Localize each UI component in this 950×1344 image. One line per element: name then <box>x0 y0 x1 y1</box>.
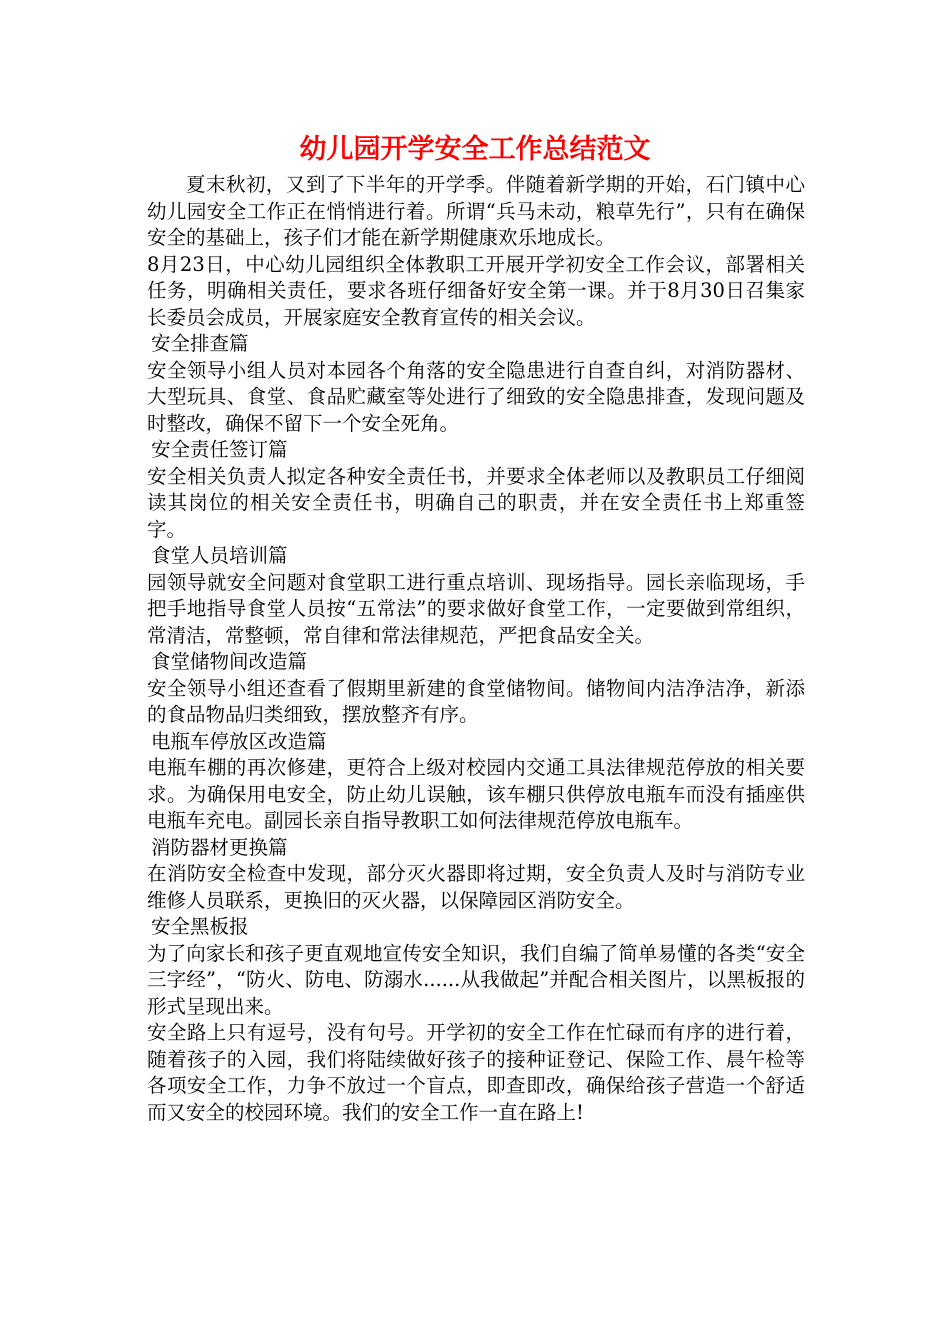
document-page <box>145 130 805 1126</box>
document-title: 幼儿园开学安全工作总结范文 <box>299 134 651 165</box>
section-body-responsibility: 安全相关负责人拟定各种安全责任书，并要求全体老师以及教职员工仔细阅读其岗位的相关安全责任书，明确自己的职责，并在安全责任书上郑重签字。 <box>147 464 805 541</box>
section-body-fire-equipment: 在消防安全检查中发现，部分灭火器即将过期，安全负责人及时与消防专业维修人员联系，更换旧的灭火器，以保障园区消防安全。 <box>147 862 805 912</box>
closing-paragraph: 安全路上只有逗号，没有句号。开学初的安全工作在忙碌而有序的进行着，随着孩子的入园，我们将陆续做好孩子的接种证登记、保险工作、晨午检等各项安全工作，力争不放过一个盲点，即查即改，确保给孩子营造一个舒适而又安全的校园环境。我们的安全工作一直在路上! <box>147 1021 805 1124</box>
section-body-ebike-parking: 电瓶车棚的再次修建，更符合上级对校园内交通工具法律规范停放的相关要求。为确保用电安全，防止幼儿误触，该车棚只供停放电瓶车而没有插座供电瓶车充电。副园长亲自指导教职工如何法律规范停放电瓶车。 <box>147 756 805 832</box>
section-body-blackboard: 为了向家长和孩子更直观地宣传安全知识，我们自编了简单易懂的各类“安全三字经”，“防火、防电、防溺水......从我做起”并配合相关图片，以黑板报的形式呈现出来。 <box>147 941 805 1018</box>
section-heading-safety-inspection: 安全排查篇 <box>151 332 249 355</box>
intro-paragraph: 夏末秋初，又到了下半年的开学季。伴随着新学期的开始，石门镇中心幼儿园安全工作正在悄悄进行着。所谓“兵马未动，粮草先行”，只有在确保安全的基础上，孩子们才能在新学期健康欢乐地成长。 <box>147 173 805 249</box>
section-heading-fire-equipment: 消防器材更换篇 <box>151 835 288 859</box>
section-heading-storage-renovation: 食堂储物间改造篇 <box>151 650 308 673</box>
section-body-canteen-training: 园领导就安全问题对食堂职工进行重点培训、现场指导。园长亲临现场，手把手地指导食堂人员按“五常法”的要求做好食堂工作，一定要做到常组织，常清洁，常整顿，常自律和常法律规范，严把食品安全关。 <box>147 570 805 647</box>
section-heading-canteen-training: 食堂人员培训篇 <box>151 544 288 567</box>
section-heading-ebike-parking: 电瓶车停放区改造篇 <box>151 729 327 753</box>
section-body-safety-inspection: 安全领导小组人员对本园各个角落的安全隐患进行自查自纠，对消防器材、大型玩具、食堂、食品贮藏室等处进行了细致的安全隐患排查，发现问题及时整改，确保不留下一个安全死角。 <box>147 358 805 435</box>
section-heading-blackboard: 安全黑板报 <box>151 915 249 938</box>
section-heading-responsibility: 安全责任签订篇 <box>151 438 288 461</box>
section-body-storage-renovation: 安全领导小组还查看了假期里新建的食堂储物间。储物间内洁净洁净，新添的食品物品归类细致，摆放整齐有序。 <box>147 676 805 726</box>
meeting-paragraph: 8月23日，中心幼儿园组织全体教职工开展开学初安全工作会议，部署相关任务，明确相关责任，要求各班仔细备好安全第一课。并于8月30日召集家长委员会成员，开展家庭安全教育宣传的相关会议。 <box>147 252 805 329</box>
